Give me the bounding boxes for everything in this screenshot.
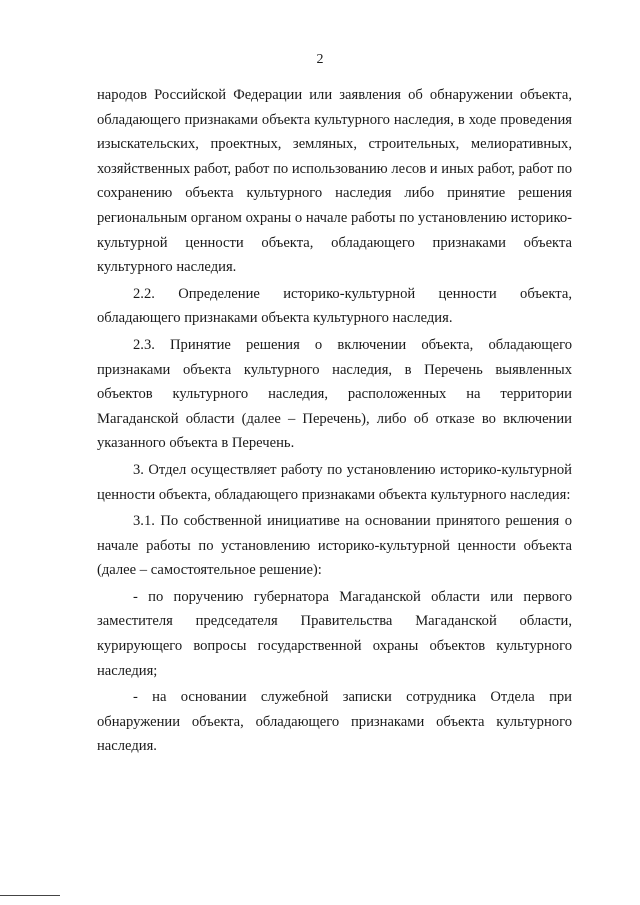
paragraph-3-1: 3.1. По собственной инициативе на основании принятого решения о начале работы по установлению историко-культурной ценности объекта (далее – самостоятельное решение): [97,513,572,579]
paragraph-2-2: 2.2. Определение историко-культурной ценности объекта, обладающего признаками объекта культурного наследия. [97,285,572,327]
paragraph-2-3: 2.3. Принятие решения о включении объекта, обладающего признаками объекта культурного наследия, в Перечень выявленных объектов культурного наследия, расположенных на территории Магаданской области (далее – Перечень), либо об отказе во включении указанного объекта в Перечень. [97,336,572,452]
document-body [97,83,572,761]
paragraph-continuation: народов Российской Федерации или заявления об обнаружении объекта, обладающего признаками объекта культурного наследия, в ходе проведения изыскательских, проектных, земляных, строительных, мелиоративных, хозяйственных работ, работ по использованию лесов и иных работ, работ по сохранению объекта культурного наследия либо принятие решения региональным органом охраны о начале работы по установлению историко-культурной ценности объекта, обладающего признаками объекта культурного наследия. [97,87,572,276]
list-item-service-note: - на основании служебной записки сотрудника Отдела при обнаружении объекта, обладающего признаками объекта культурного наследия. [97,689,572,755]
page-number: 2 [316,52,324,67]
paragraph-3: 3. Отдел осуществляет работу по установлению историко-культурной ценности объекта, обладающего признаками объекта культурного наследия: [97,461,572,503]
list-item-governor-instruction: - по поручению губернатора Магаданской области или первого заместителя председателя Правительства Магаданской области, курирующего вопросы государственной охраны объектов культурного наследия; [97,588,572,679]
footnote-divider [0,895,60,896]
